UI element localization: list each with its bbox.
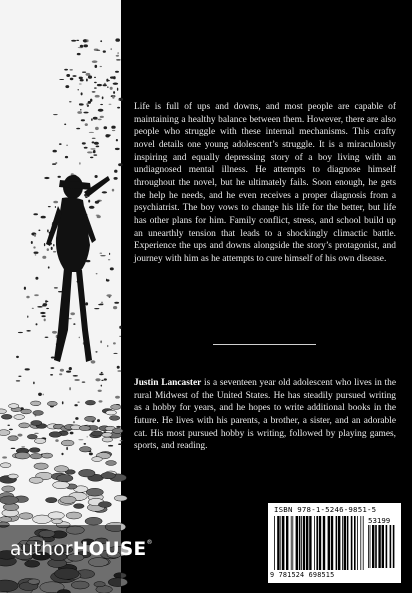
section-divider xyxy=(213,344,316,345)
publisher-logo xyxy=(10,539,153,560)
publisher-logo-house: HOUSE xyxy=(72,539,147,560)
author-bio xyxy=(134,377,396,453)
price-code: 53199 xyxy=(368,516,391,525)
barcode-icon xyxy=(274,516,366,570)
price-barcode-icon xyxy=(368,525,398,568)
barcode-panel xyxy=(268,503,401,583)
author-bio-text: is a seventeen year old adolescent who lives in the rural Midwest of the United States. He has steadily pursued writing as a hobby for years, and he hopes to write additional books in the future. He lives with his parents, a brother, a sister, and an adorable cat. His most pursued hobby is writing, followed by playing games, sports, and reading. xyxy=(134,378,396,452)
author-name: Justin Lancaster xyxy=(134,378,202,388)
blurb-paragraph: Life is full of ups and downs, and most people are capable of maintaining a healthy balance between them. However, there are also people who struggle with these internal mechanisms. This crafty novel details one young adolescent’s struggle. It is a miraculously inspiring and equally depressing story of a boy living with an undiagnosed mental illness. He attempts to diagnose himself throughout the novel, but he ultimately fails. Soon enough, he gets the help he needs, and he even receives a proper diagnosis from a psychiatrist. The boy vows to change his life for the better, but life has other plans for him. Family conflict, stress, and school build up an unearthly tension that leads to a shockingly climactic battle. Experience the ups and downs alongside the story’s protagonist, and journey with him as he attempts to cure himself of his own disease. xyxy=(134,102,396,264)
registered-mark: ® xyxy=(146,539,153,546)
ean-digits: 9 781524 698515 xyxy=(270,571,335,579)
isbn-label: ISBN 978-1-5246-9851-5 xyxy=(274,505,377,514)
publisher-logo-author: author xyxy=(10,539,73,560)
